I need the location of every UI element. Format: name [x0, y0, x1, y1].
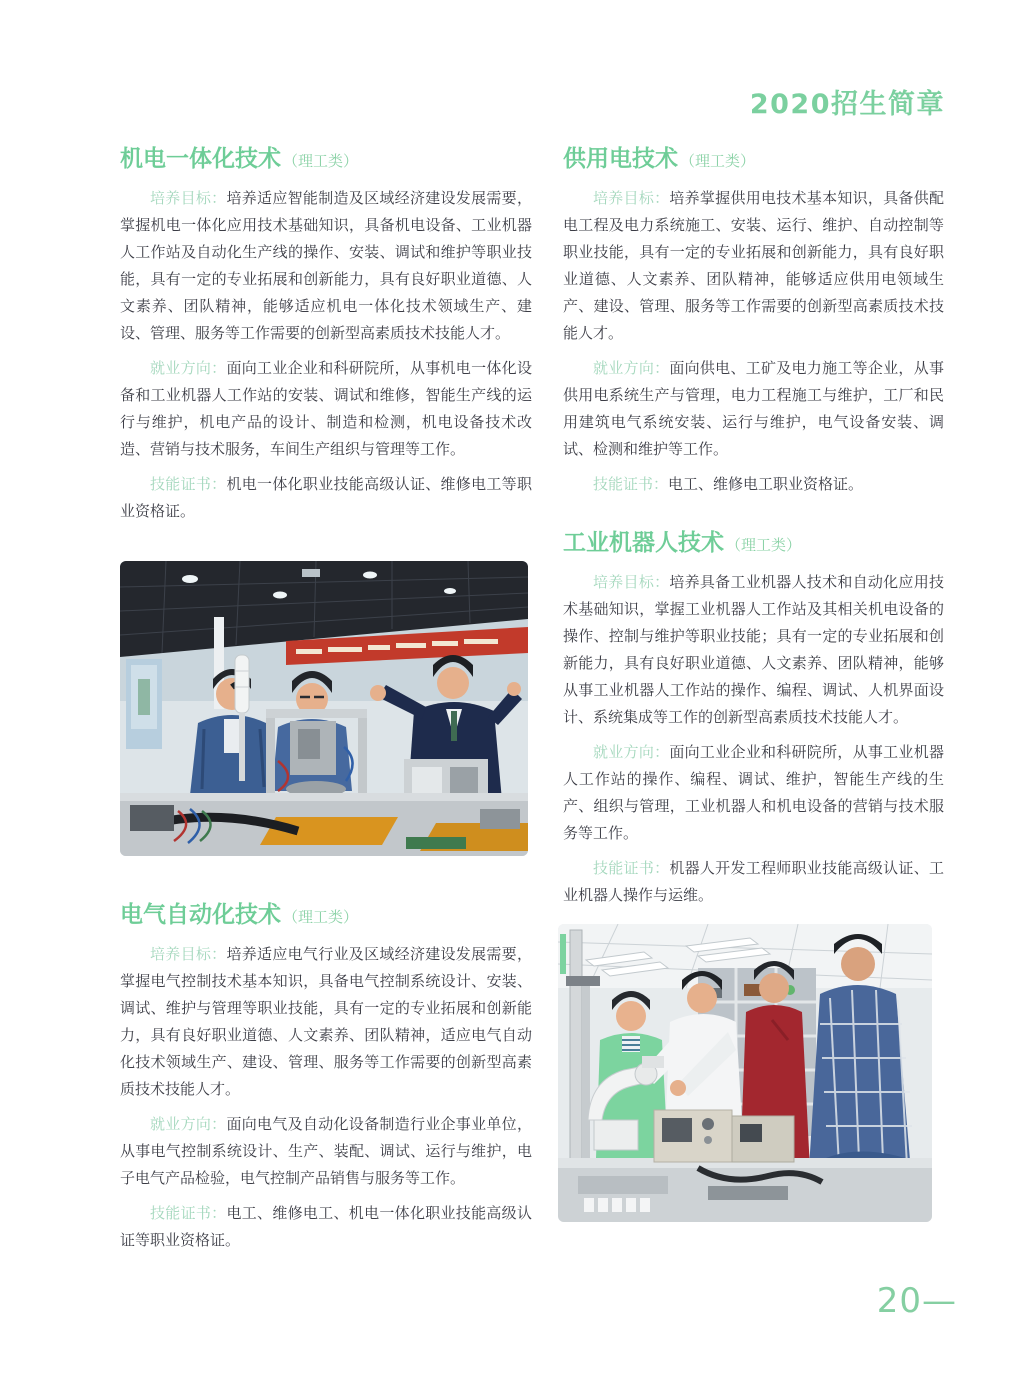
- section-title: 机电一体化技术: [120, 146, 281, 172]
- paragraph-training-goal: [120, 941, 532, 1103]
- paragraph-text: 电工、维修电工职业资格证。: [668, 475, 864, 493]
- paragraph-text: 机器人开发工程师职业技能高级认证、工业机器人操作与运维。: [563, 859, 944, 904]
- paragraph-text: 机电一体化职业技能高级认证、维修电工等职业资格证。: [120, 475, 532, 520]
- paragraph-training-goal: [563, 569, 944, 731]
- page-header-title: 2020招生简章: [749, 89, 945, 120]
- paragraph-text: 培养掌握供用电技术基本知识，具备供配电工程及电力系统施工、安装、运行、维护、自动控制等职业技能，具有一定的专业拓展和创新能力，具有良好职业道德、人文素养、团队精神，能够适应供用电领域生产、建设、管理、服务等工作需要的创新型高素质技术技能人才。: [563, 189, 944, 342]
- paragraph-employment: [563, 739, 944, 847]
- section-category: （理工类）: [726, 536, 802, 554]
- section-category: （理工类）: [283, 152, 359, 170]
- paragraph-label: 技能证书：: [593, 475, 669, 493]
- section-title: 工业机器人技术: [563, 530, 724, 556]
- paragraph-text: 电工、维修电工、机电一体化职业技能高级认证等职业资格证。: [120, 1204, 532, 1249]
- paragraph-label: 就业方向：: [593, 743, 670, 761]
- paragraph-label: 培养目标：: [593, 573, 670, 591]
- section-power-supply: [563, 140, 944, 506]
- section-heading: [120, 896, 532, 929]
- wall-posters: [126, 659, 162, 749]
- section-category: （理工类）: [283, 908, 359, 926]
- paragraph-text: 面向工业企业和科研院所，从事工业机器人工作站的操作、编程、调试、维护，智能生产线的生产、组织与管理，工业机器人和机电设备的营销与技术服务等工作。: [563, 743, 944, 842]
- paragraph-text: 面向电气及自动化设备制造行业企事业单位，从事电气控制系统设计、生产、装配、调试、运行与维护，电子电气产品检验，电气控制产品销售与服务等工作。: [120, 1115, 532, 1187]
- paragraph-training-goal: [120, 185, 532, 347]
- paragraph-text: 培养具备工业机器人技术和自动化应用技术基础知识，掌握工业机器人工作站及其相关机电设备的操作、控制与维护等职业技能；具有一定的专业拓展和创新能力，具有良好职业道德、人文素养、团队精神，能够从事工业机器人工作站的操作、编程、调试、人机界面设计、系统集成等工作的创新型高素质技术技能人才。: [563, 573, 944, 726]
- paragraph-certificates: [120, 471, 532, 525]
- paragraph-training-goal: [563, 185, 944, 347]
- paragraph-label: 就业方向：: [150, 1115, 227, 1133]
- section-electrical-automation: [120, 896, 532, 1262]
- paragraph-certificates: [120, 1200, 532, 1254]
- paragraph-label: 培养目标：: [593, 189, 670, 207]
- section-mechatronics: [120, 140, 532, 533]
- section-title: 电气自动化技术: [120, 902, 281, 928]
- photo-electrical-lab-illustration: [558, 924, 932, 1222]
- paragraph-label: 技能证书：: [593, 859, 670, 877]
- section-heading: [120, 140, 532, 173]
- paragraph-certificates: [563, 471, 944, 498]
- paragraph-text: 面向工业企业和科研院所，从事机电一体化设备和工业机器人工作站的安装、调试和维修，智能生产线的运行与维护，机电产品的设计、制造和检测，机电设备技术改造、营销与技术服务，车间生产组织与管理等工作。: [120, 359, 532, 458]
- section-heading: [563, 140, 944, 173]
- workbench: [120, 793, 528, 856]
- paragraph-employment: [120, 1111, 532, 1192]
- paragraph-label: 技能证书：: [150, 1204, 227, 1222]
- paragraph-label: 培养目标：: [150, 189, 227, 207]
- paragraph-employment: [120, 355, 532, 463]
- paragraph-label: 就业方向：: [150, 359, 227, 377]
- paragraph-text: 面向供电、工矿及电力施工等企业，从事供用电系统生产与管理，电力工程施工与维护，工厂和民用建筑电气系统安装、运行与维护，电气设备安装、调试、检测和维护等工作。: [563, 359, 944, 458]
- paragraph-text: 培养适应电气行业及区域经济建设发展需要，掌握电气控制技术基本知识，具备电气控制系统设计、安装、调试、维护与管理等职业技能，具有一定的专业拓展和创新能力，具有良好职业道德、人文素养、团队精神，适应电气自动化技术领域生产、建设、管理、服务等工作需要的创新型高素质技术技能人才。: [120, 945, 532, 1098]
- page-number: 20—: [876, 1281, 957, 1321]
- section-industrial-robot: [563, 524, 944, 917]
- photo-mechatronics-lab-illustration: [120, 561, 528, 856]
- photo-mechatronics-lab: [120, 561, 528, 856]
- section-category: （理工类）: [680, 152, 756, 170]
- paragraph-label: 就业方向：: [593, 359, 670, 377]
- green-sliver: [560, 934, 566, 974]
- photo-electrical-lab: [558, 924, 932, 1222]
- paragraph-label: 技能证书：: [150, 475, 227, 493]
- paragraph-certificates: [563, 855, 944, 909]
- paragraph-text: 培养适应智能制造及区域经济建设发展需要，掌握机电一体化应用技术基础知识，具备机电设备、工业机器人工作站及自动化生产线的操作、安装、调试和维护等职业技能，具有一定的专业拓展和创新能力，具有良好职业道德、人文素养、团队精神，能够适应机电一体化技术领域生产、建设、管理、服务等工作需要的创新型高素质技术技能人才。: [120, 189, 532, 342]
- paragraph-employment: [563, 355, 944, 463]
- paragraph-label: 培养目标：: [150, 945, 227, 963]
- section-title: 供用电技术: [563, 146, 678, 172]
- section-heading: [563, 524, 944, 557]
